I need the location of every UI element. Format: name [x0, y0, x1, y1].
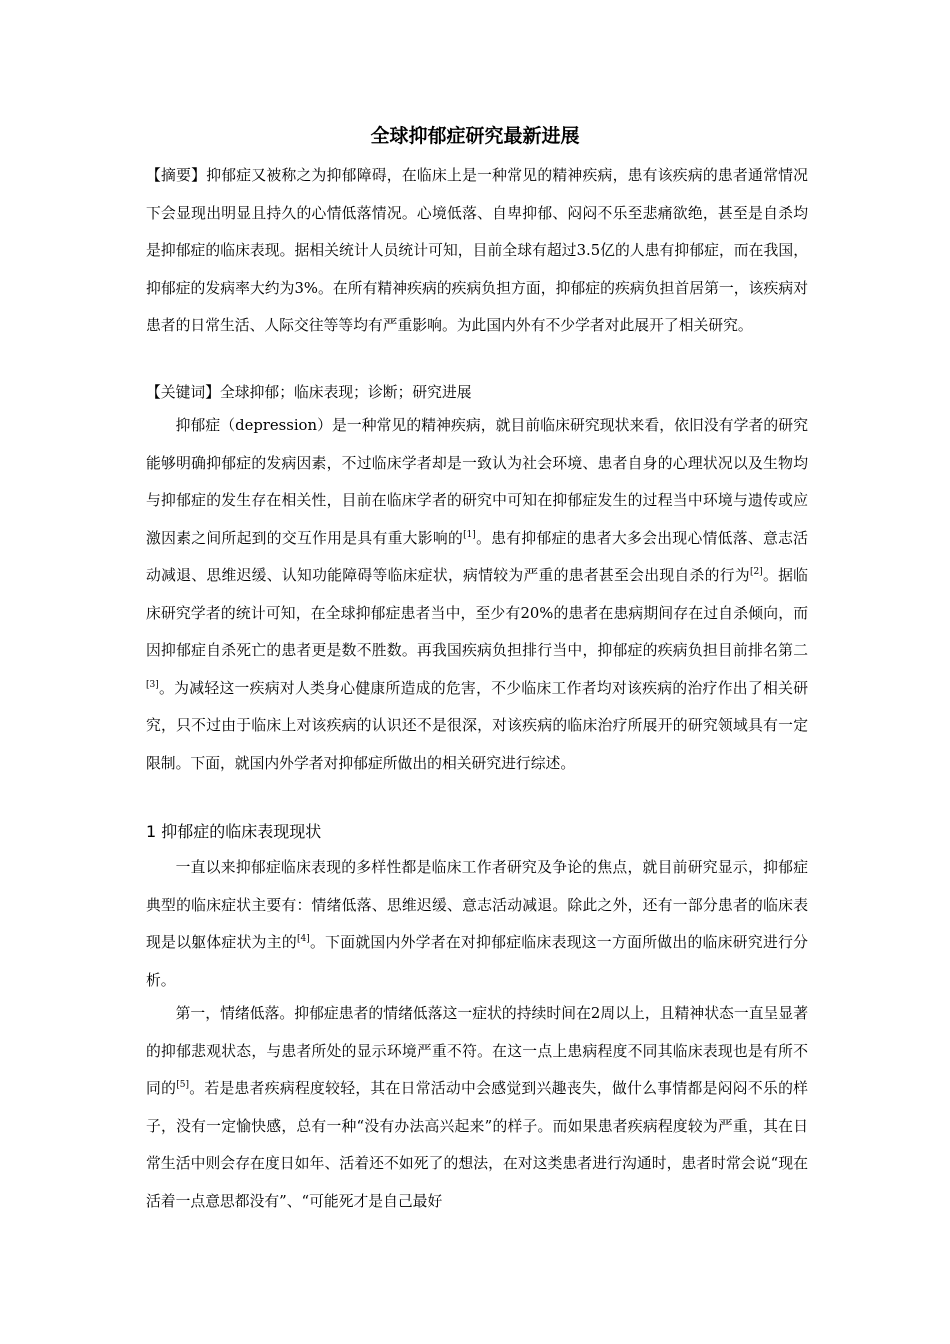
abstract-label: 【摘要】 — [146, 167, 207, 184]
section-paragraph-1-text-b: 。下面就国内外学者在对抑郁症临床表现这一方面所做出的临床研究进行分析。 — [146, 934, 808, 989]
citation-ref-5: [5] — [176, 1080, 189, 1091]
intro-paragraph — [146, 407, 808, 782]
citation-ref-1: [1] — [463, 529, 476, 540]
intro-text-2: 。患有抑郁症的患者大多会出现心情低落、意志活动减退、思维迟缓、认知功能障碍等临床症状，病情较为严重的患者甚至会出现自杀的行为 — [146, 529, 808, 584]
abstract-text: 抑郁症又被称之为抑郁障碍，在临床上是一种常见的精神疾病，患有该疾病的患者通常情况下会显现出明显且持久的心情低落情况。心境低落、自卑抑郁、闷闷不乐至悲痛欲绝，甚至是自杀均是抑郁症的临床表现。据相关统计人员统计可知，目前全球有超过3.5亿的人患有抑郁症，而在我国，抑郁症的发病率大约为3%。在所有精神疾病的疾病负担方面，抑郁症的疾病负担首居第一，该疾病对患者的日常生活、人际交往等等均有严重影响。为此国内外有不少学者对此展开了相关研究。 — [146, 167, 808, 334]
keywords-text: 全球抑郁；临床表现；诊断；研究进展 — [220, 384, 472, 401]
section-paragraph-2-text-a: 第一，情绪低落。抑郁症患者的情绪低落这一症状的持续时间在2周以上，且精神状态一直呈显著的抑郁悲观状态，与患者所处的显示环境严重不符。在这一点上患病程度不同其临床表现也是有所不同的 — [146, 1005, 808, 1097]
intro-text-1: 抑郁症（depression）是一种常见的精神疾病，就目前临床研究现状来看，依旧没有学者的研究能够明确抑郁症的发病因素，不过临床学者却是一致认为社会环境、患者自身的心理状况以及生物均与抑郁症的发生存在相关性，目前在临床学者的研究中可知在抑郁症发生的过程当中环境与遗传或应激因素之间所起到的交互作用是具有重大影响的 — [146, 417, 808, 547]
citation-ref-4: [4] — [296, 934, 310, 945]
keywords-label: 【关键词】 — [146, 384, 220, 401]
document-title: 全球抑郁症研究最新进展 — [370, 125, 580, 147]
section-heading: 1 抑郁症的临床表现现状 — [146, 822, 322, 841]
section-paragraph-2-text-b: 。若是患者疾病程度较轻，其在日常活动中会感觉到兴趣丧失，做什么事情都是闷闷不乐的样子，没有一定愉快感，总有一种“没有办法高兴起来”的样子。而如果患者疾病程度较为严重，其在日常生活中则会存在度日如年、活着还不如死了的想法，在对这类患者进行沟通时，患者时常会说“现在活着一点意思都没有”、“可能死才是自己最好 — [146, 1080, 808, 1210]
abstract-paragraph — [146, 157, 808, 345]
section-paragraph-1 — [146, 849, 808, 999]
section-paragraph-1-text-a: 一直以来抑郁症临床表现的多样性都是临床工作者研究及争论的焦点，就目前研究显示，抑郁症典型的临床症状主要有：情绪低落、思维迟缓、意志活动减退。除此之外，还有一部分患者的临床表现是以躯体症状为主的 — [146, 859, 808, 951]
intro-text-4: 。为减轻这一疾病对人类身心健康所造成的危害，不少临床工作者均对该疾病的治疗作出了相关研究，只不过由于临床上对该疾病的认识还不是很深，对该疾病的临床治疗所展开的研究领域具有一定限制。下面，就国内外学者对抑郁症所做出的相关研究进行综述。 — [146, 679, 808, 772]
citation-ref-2: [2] — [749, 567, 763, 578]
keywords-paragraph — [146, 378, 808, 408]
intro-text-3: 。据临床研究学者的统计可知，在全球抑郁症患者当中，至少有20%的患者在患病期间存在过自杀倾向，而因抑郁症自杀死亡的患者更是数不胜数。再我国疾病负担排行当中，抑郁症的疾病负担目前排名第二 — [146, 567, 808, 659]
citation-ref-3: [3] — [146, 679, 159, 690]
section-paragraph-2 — [146, 995, 808, 1220]
